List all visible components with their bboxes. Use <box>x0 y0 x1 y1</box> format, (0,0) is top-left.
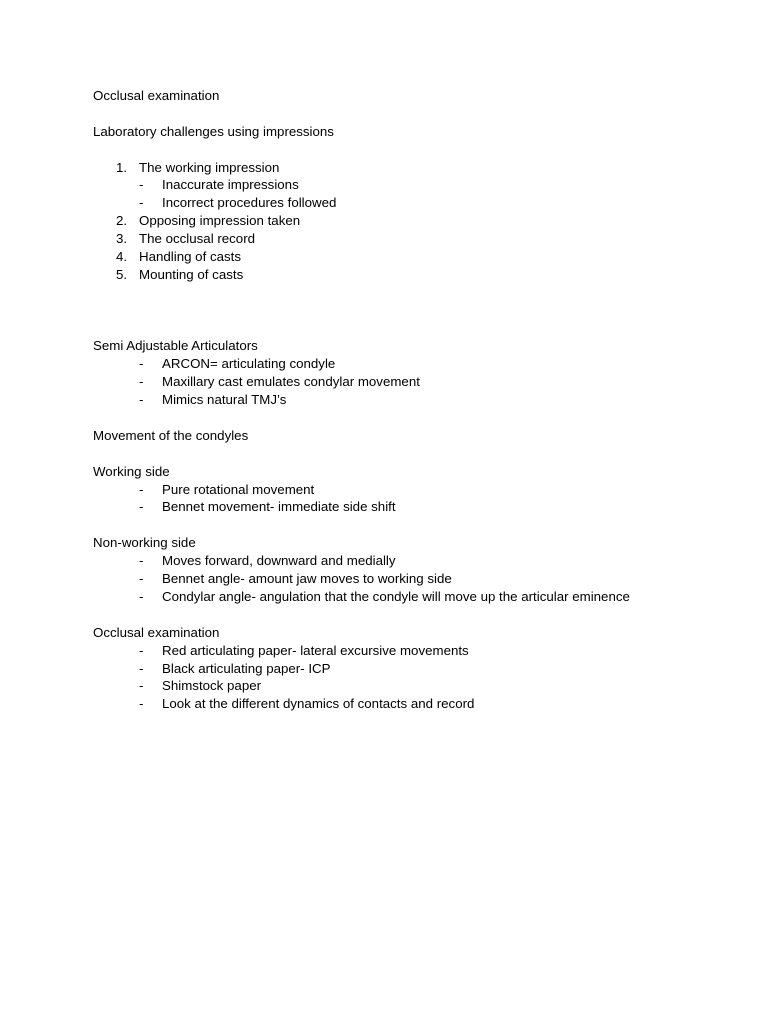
item-label: Maxillary cast emulates condylar movement <box>162 374 420 390</box>
item-label: ARCON= articulating condyle <box>162 356 336 372</box>
item-label: Moves forward, downward and medially <box>162 553 396 569</box>
non-working-side-heading: Non-working side <box>93 535 196 551</box>
dash-bullet: - <box>139 642 144 658</box>
item-label: Pure rotational movement <box>162 481 315 497</box>
dash-bullet: - <box>139 499 144 515</box>
blank-line <box>93 606 733 624</box>
item-label: The working impression <box>139 159 280 175</box>
item-label: Inaccurate impressions <box>162 177 299 193</box>
item-label: Shimstock paper <box>162 678 262 694</box>
item-label: Look at the different dynamics of contacts and record <box>162 696 475 712</box>
numbered-item <box>93 248 733 266</box>
item-label: Red articulating paper- lateral excursive movements <box>162 642 469 658</box>
item-label: Opposing impression taken <box>139 213 301 229</box>
item-label: Mimics natural TMJ’s <box>162 392 287 408</box>
dash-bullet: - <box>139 481 144 497</box>
dash-bullet: - <box>139 392 144 408</box>
item-number: 3. <box>116 231 128 247</box>
dash-bullet: - <box>139 356 144 372</box>
blank-line <box>93 445 733 463</box>
bullet-item <box>93 481 733 499</box>
blank-line <box>93 516 733 534</box>
numbered-item <box>93 266 733 284</box>
dash-bullet: - <box>139 571 144 587</box>
dash-bullet: - <box>139 195 144 211</box>
dash-bullet: - <box>139 678 144 694</box>
blank-line <box>93 105 733 123</box>
lab-challenges-heading: Laboratory challenges using impressions <box>93 123 334 139</box>
item-label: Handling of casts <box>139 249 241 265</box>
bullet-item <box>93 552 733 570</box>
document-body <box>93 87 733 713</box>
item-label: Bennet angle- amount jaw moves to working side <box>162 571 452 587</box>
bullet-item <box>93 660 733 678</box>
item-label: Mounting of casts <box>139 266 244 282</box>
dash-bullet: - <box>139 696 144 712</box>
bullet-item <box>93 391 733 409</box>
sub-bullet-item <box>93 176 733 194</box>
dash-bullet: - <box>139 374 144 390</box>
item-number: 5. <box>116 266 128 282</box>
working-side-heading: Working side <box>93 463 170 479</box>
numbered-item <box>93 212 733 230</box>
articulators-heading: Semi Adjustable Articulators <box>93 338 258 354</box>
document-title: Occlusal examination <box>93 88 220 103</box>
bullet-item <box>93 570 733 588</box>
bullet-item <box>93 677 733 695</box>
blank-line <box>93 409 733 427</box>
blank-line <box>93 320 733 338</box>
item-label: Black articulating paper- ICP <box>162 660 331 676</box>
bullet-item <box>93 642 733 660</box>
blank-line <box>93 302 733 320</box>
numbered-item <box>93 159 733 177</box>
dash-bullet: - <box>139 177 144 193</box>
sub-bullet-item <box>93 194 733 212</box>
item-label: Bennet movement- immediate side shift <box>162 499 396 515</box>
blank-line <box>93 284 733 302</box>
dash-bullet: - <box>139 553 144 569</box>
bullet-item <box>93 498 733 516</box>
item-number: 4. <box>116 249 128 265</box>
bullet-item <box>93 588 733 606</box>
dash-bullet: - <box>139 588 144 604</box>
item-number: 1. <box>116 159 128 175</box>
bullet-item <box>93 695 733 713</box>
numbered-item <box>93 230 733 248</box>
item-label: The occlusal record <box>139 231 256 247</box>
item-label: Condylar angle- angulation that the condyle will move up the articular eminence <box>162 588 630 604</box>
blank-line <box>93 141 733 159</box>
occlusal-exam-heading: Occlusal examination <box>93 624 220 640</box>
item-label: Incorrect procedures followed <box>162 195 337 211</box>
item-number: 2. <box>116 213 128 229</box>
dash-bullet: - <box>139 660 144 676</box>
movement-heading: Movement of the condyles <box>93 427 249 443</box>
bullet-item <box>93 373 733 391</box>
bullet-item <box>93 355 733 373</box>
